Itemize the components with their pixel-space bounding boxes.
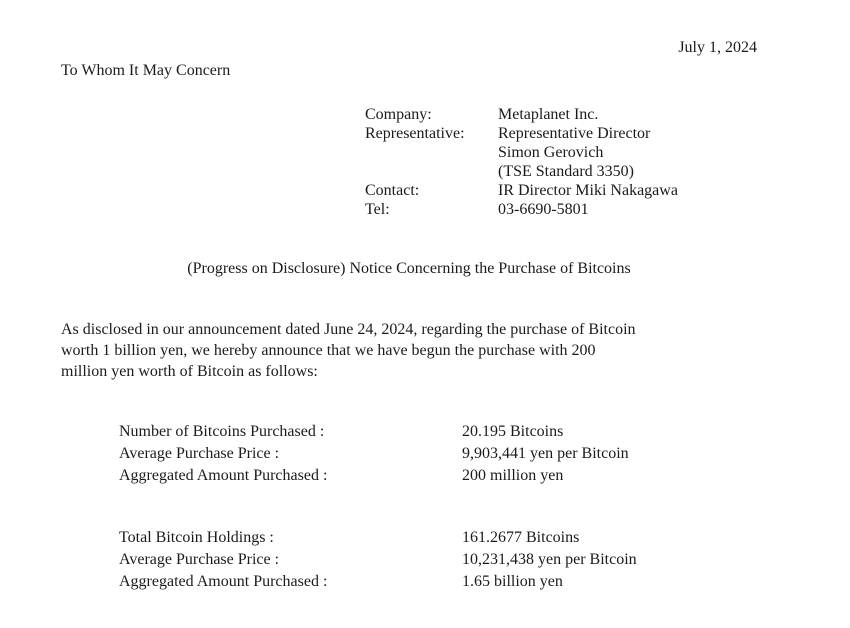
document-title: (Progress on Disclosure) Notice Concerning the Purchase of Bitcoins [187, 260, 631, 277]
company-info-row [365, 200, 757, 219]
aggregated-amount-label: Aggregated Amount Purchased : [119, 467, 328, 484]
bitcoins-purchased-value: 20.195 Bitcoins [462, 423, 564, 440]
stat-row [119, 465, 757, 487]
avg-purchase-price-label: Average Purchase Price : [119, 445, 280, 462]
stock-listing-value: (TSE Standard 3350) [498, 163, 634, 180]
empty-label [365, 162, 498, 181]
stat-row [119, 421, 757, 443]
representative-label: Representative: [365, 125, 465, 142]
total-holdings-value: 161.2677 Bitcoins [462, 529, 580, 546]
representative-name-value: Simon Gerovich [498, 144, 604, 161]
document-date: July 1, 2024 [678, 39, 757, 56]
stat-row [119, 527, 757, 549]
avg-purchase-price-total-label: Average Purchase Price : [119, 551, 280, 568]
company-info-row [365, 105, 757, 124]
aggregated-amount-value: 200 million yen [462, 467, 564, 484]
aggregated-amount-total-label: Aggregated Amount Purchased : [119, 573, 328, 590]
contact-value: IR Director Miki Nakagawa [498, 182, 678, 199]
contact-label: Contact: [365, 182, 420, 199]
company-info-row [365, 162, 757, 181]
salutation: To Whom It May Concern [61, 62, 231, 79]
bitcoins-purchased-label: Number of Bitcoins Purchased : [119, 423, 325, 440]
total-holdings-label: Total Bitcoin Holdings : [119, 529, 274, 546]
stat-row [119, 549, 757, 571]
avg-purchase-price-total-value: 10,231,438 yen per Bitcoin [462, 551, 637, 568]
stat-row [119, 571, 757, 593]
company-info-row [365, 181, 757, 200]
company-info-row [365, 143, 757, 162]
body-paragraph [61, 319, 757, 382]
body-line: million yen worth of Bitcoin as follows: [61, 363, 318, 380]
company-info-row [365, 124, 757, 143]
company-info-block [365, 105, 757, 219]
tel-value: 03-6690-5801 [498, 201, 589, 218]
body-line: worth 1 billion yen, we hereby announce that we have begun the purchase with 200 [61, 342, 596, 359]
aggregated-amount-total-value: 1.65 billion yen [462, 573, 563, 590]
company-value: Metaplanet Inc. [498, 106, 599, 123]
representative-value: Representative Director [498, 125, 651, 142]
tel-label: Tel: [365, 201, 390, 218]
company-label: Company: [365, 106, 432, 123]
avg-purchase-price-value: 9,903,441 yen per Bitcoin [462, 445, 629, 462]
stat-row [119, 443, 757, 465]
body-line: As disclosed in our announcement dated June 24, 2024, regarding the purchase of Bitcoin [61, 321, 636, 338]
holdings-details-block [119, 527, 757, 593]
purchase-details-block [119, 421, 757, 487]
empty-label [365, 143, 498, 162]
